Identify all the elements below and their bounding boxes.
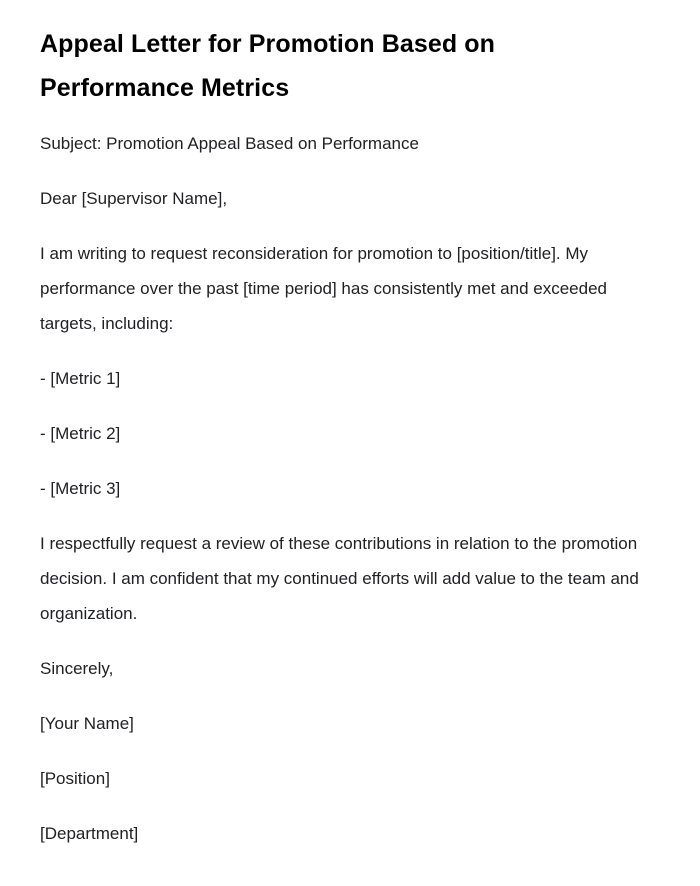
closing: Sincerely, — [40, 659, 114, 678]
signature-department: [Department] — [40, 824, 139, 843]
signature-position: [Position] — [40, 769, 110, 788]
subject-line: Subject: Promotion Appeal Based on Performance — [40, 134, 419, 153]
salutation: Dear [Supervisor Name], — [40, 189, 228, 208]
metric-item-3: - [Metric 3] — [40, 479, 121, 498]
body-paragraph-request: I respectfully request a review of these contributions in relation to the promotion decision. I am confident that my continued efforts will add value to the team and organization. — [40, 534, 639, 623]
signature-name: [Your Name] — [40, 714, 134, 733]
metric-item-2: - [Metric 2] — [40, 424, 121, 443]
body-paragraph-intro: I am writing to request reconsideration for promotion to [position/title]. My performance over the past [time period] has consistently met and exceeded targets, including: — [40, 244, 607, 333]
metric-item-1: - [Metric 1] — [40, 369, 121, 388]
page-title: Appeal Letter for Promotion Based on Performance Metrics — [40, 30, 496, 102]
